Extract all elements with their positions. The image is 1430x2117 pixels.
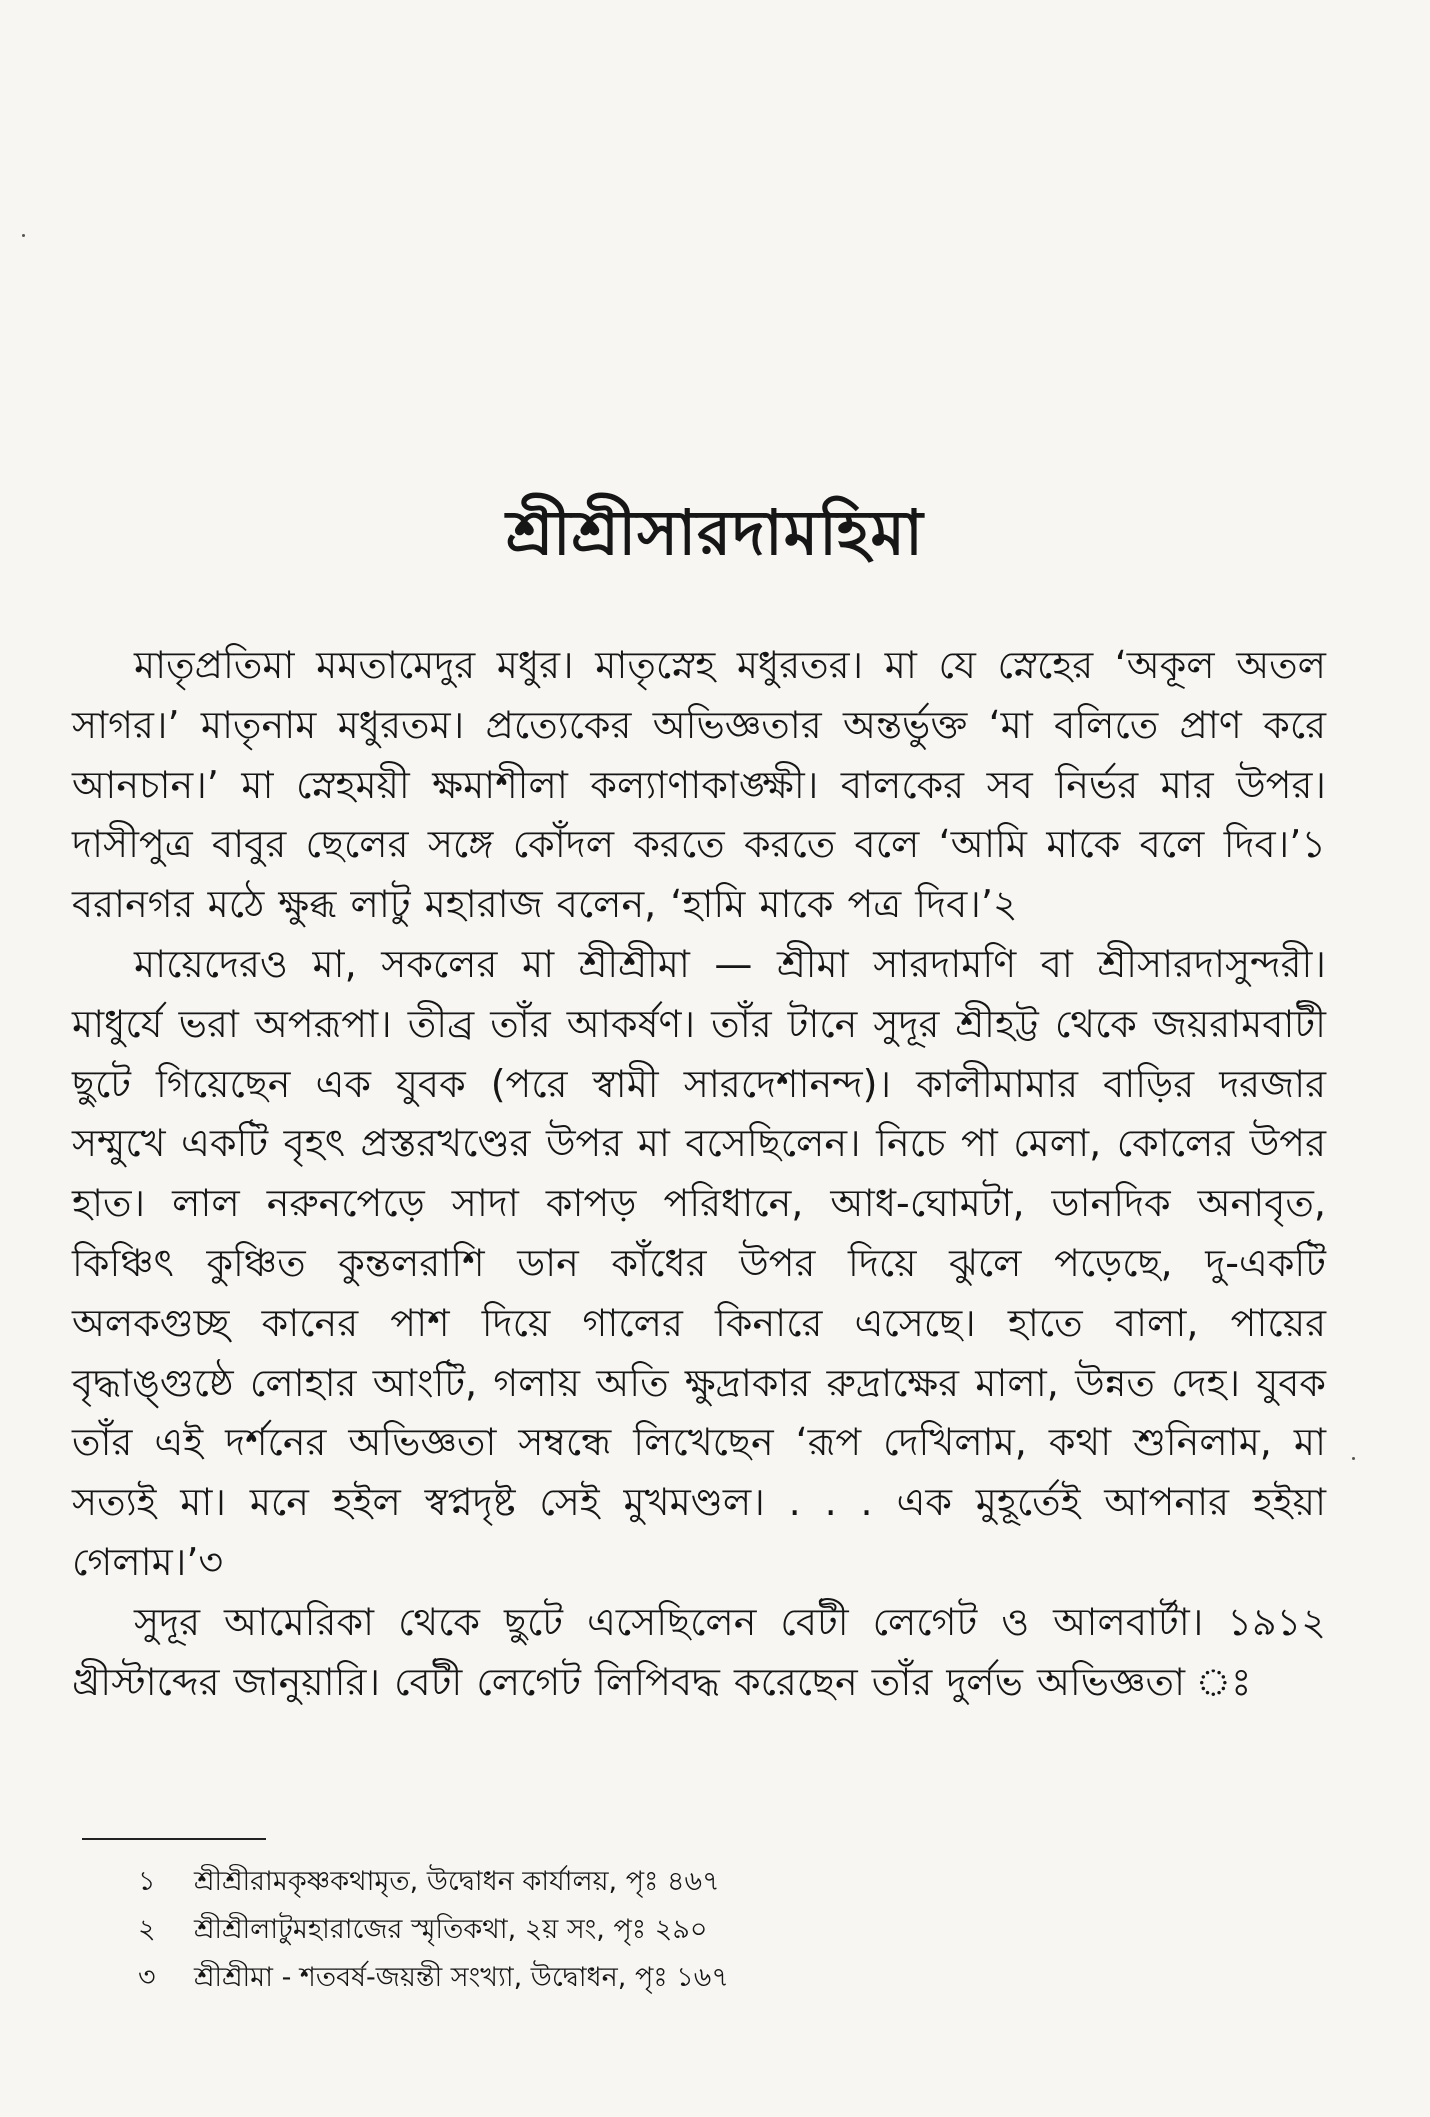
scan-speck: [22, 234, 25, 237]
footnote: [138, 1906, 729, 1954]
footnote-number: ৩: [138, 1962, 156, 1993]
footnote: [138, 1858, 729, 1906]
footnotes-list: [138, 1858, 729, 2002]
page-title: শ্রীশ্রীসারদামহিমা: [506, 496, 924, 569]
footnote-number: ১: [138, 1866, 156, 1897]
footnote: [138, 1954, 729, 2002]
paragraph: সুদূর আমেরিকা থেকে ছুটে এসেছিলেন বেটী লেগেট ও আলবার্টা। ১৯১২ খ্রীস্টাব্দের জানুয়ারি। বেটী লেগেট লিপিবদ্ধ করেছেন তাঁর দুর্লভ অভিজ্ঞতা ঃ: [72, 1599, 1326, 1704]
scan-speck: [1352, 1457, 1355, 1460]
footnote-divider: [82, 1838, 266, 1840]
body-text: [72, 636, 1326, 1712]
footnote-number: ২: [138, 1914, 156, 1945]
paragraph: মায়েদেরও মা, সকলের মা শ্রীশ্রীমা — শ্রীমা সারদামণি বা শ্রীসারদাসুন্দরী। মাধুর্যে ভরা অপরূপা। তীব্র তাঁর আকর্ষণ। তাঁর টানে সুদূর শ্রীহট্ট থেকে জয়রামবাটী ছুটে গিয়েছেন এক যুবক (পরে স্বামী সারদেশানন্দ)। কালীমামার বাড়ির দরজার সম্মুখে একটি বৃহৎ প্রস্তরখণ্ডের উপর মা বসেছিলেন। নিচে পা মেলা, কোলের উপর হাত। লাল নরুনপেড়ে সাদা কাপড় পরিধানে, আধ-ঘোমটা, ডানদিক অনাবৃত, কিঞ্চিৎ কুঞ্চিত কুন্তলরাশি ডান কাঁধের উপর দিয়ে ঝুলে পড়েছে, দু-একটি অলকগুচ্ছ কানের পাশ দিয়ে গালের কিনারে এসেছে। হাতে বালা, পায়ের বৃদ্ধাঙ্গুষ্ঠে লোহার আংটি, গলায় অতি ক্ষুদ্রাকার রুদ্রাক্ষের মালা, উন্নত দেহ। যুবক তাঁর এই দর্শনের অভিজ্ঞতা সম্বন্ধে লিখেছেন ‘রূপ দেখিলাম, কথা শুনিলাম, মা সত্যই মা। মনে হইল স্বপ্নদৃষ্ট সেই মুখমণ্ডল। . . . এক মুহূর্তেই আপনার হইয়া গেলাম।’৩: [72, 941, 1326, 1584]
footnote-text: শ্রীশ্রীরামকৃষ্ণকথামৃত, উদ্বোধন কার্যালয়, পৃঃ ৪৬৭: [194, 1866, 720, 1897]
footnote-text: শ্রীশ্রীলাটুমহারাজের স্মৃতিকথা, ২য় সং, পৃঃ ২৯০: [194, 1914, 708, 1945]
footnote-text: শ্রীশ্রীমা - শতবর্ষ-জয়ন্তী সংখ্যা, উদ্বোধন, পৃঃ ১৬৭: [194, 1962, 729, 1993]
paragraph: মাতৃপ্রতিমা মমতামেদুর মধুর। মাতৃস্নেহ মধুরতর। মা যে স্নেহের ‘অকূল অতল সাগর।’ মাতৃনাম মধুরতম। প্রত্যেকের অভিজ্ঞতার অন্তর্ভুক্ত ‘মা বলিতে প্রাণ করে আনচান।’ মা স্নেহময়ী ক্ষমাশীলা কল্যাণাকাঙ্ক্ষী। বালকের সব নির্ভর মার উপর। দাসীপুত্র বাবুর ছেলের সঙ্গে কোঁদল করতে করতে বলে ‘আমি মাকে বলে দিব।’১ বরানগর মঠে ক্ষুব্ধ লাটু মহারাজ বলেন, ‘হামি মাকে পত্র দিব।’২: [72, 643, 1326, 927]
